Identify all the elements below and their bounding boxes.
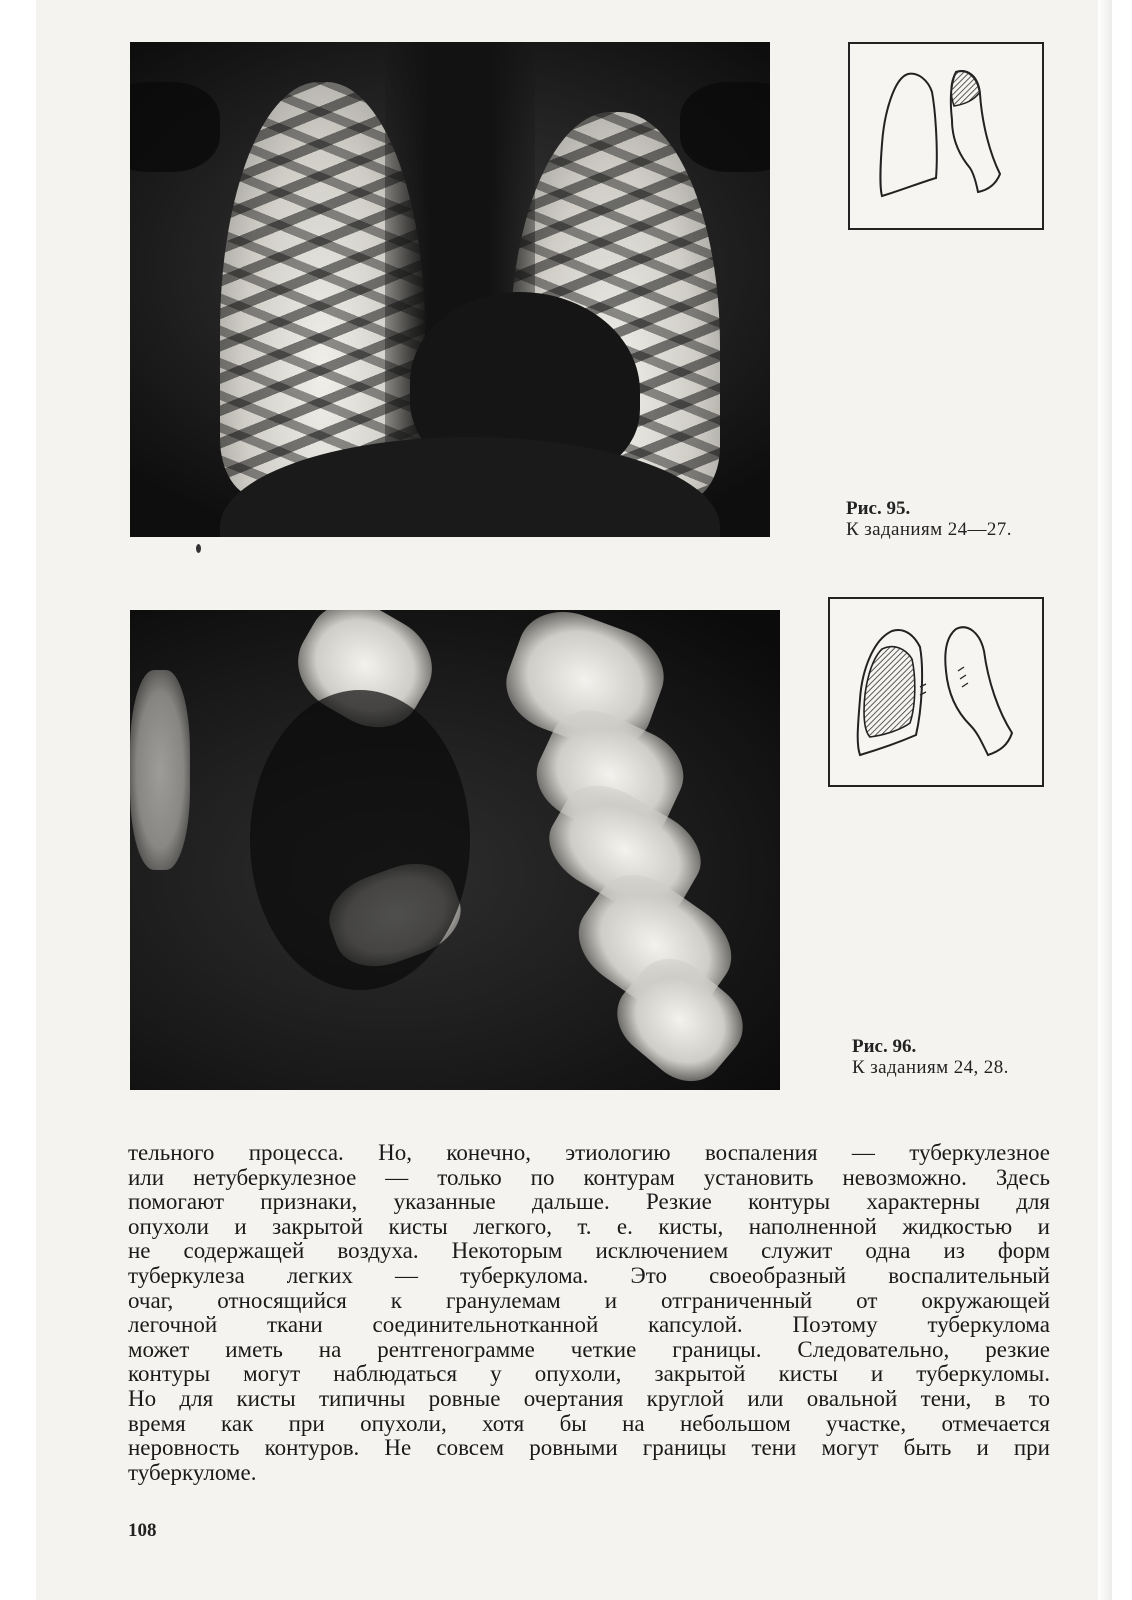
figure-96-label: Рис. 96. [852, 1036, 917, 1057]
text-line: легочной ткани соединительнотканной капсулой. Поэтому туберкулома [128, 1313, 1050, 1338]
page-number: 108 [128, 1520, 157, 1541]
text-line: не содержащей воздуха. Некоторым исключением служит одна из форм [128, 1239, 1050, 1264]
figure-96-schematic [828, 597, 1044, 787]
figure-95-schematic [848, 42, 1044, 230]
print-speck [196, 544, 201, 553]
figure-96-caption [852, 1036, 1009, 1078]
figure-95-radiograph [130, 42, 770, 537]
page-edge [1098, 0, 1112, 1600]
text-line: время как при опухоли, хотя бы на небольшом участке, отмечается [128, 1411, 1050, 1436]
figure-96-caption-text: К заданиям 24, 28. [852, 1057, 1009, 1078]
figure-95-caption-text: К заданиям 24—27. [846, 519, 1012, 540]
text-line: неровность контуров. Не совсем ровными границы тени могут быть и при [128, 1436, 1050, 1461]
text-line: опухоли и закрытой кисты легкого, т. е. кисты, наполненной жидкостью и [128, 1214, 1050, 1239]
text-line: или нетуберкулезное — только по контурам установить невозможно. Здесь [128, 1165, 1050, 1190]
figure-95-caption [846, 498, 1012, 540]
text-line: тельного процесса. Но, конечно, этиологию воспаления — туберкулезное [128, 1141, 1050, 1165]
text-line: может иметь на рентгенограмме четкие границы. Следовательно, резкие [128, 1337, 1050, 1362]
figure-96-radiograph [130, 610, 780, 1090]
text-line: очаг, относящийся к гранулемам и отграниченный от окружающей [128, 1288, 1050, 1313]
text-line: Но для кисты типичны ровные очертания круглой или овальной тени, в то [128, 1386, 1050, 1411]
text-line: туберкуломе. [128, 1460, 257, 1485]
body-paragraph [128, 1141, 1050, 1485]
text-line: помогают признаки, указанные дальше. Резкие контуры характерны для [128, 1190, 1050, 1215]
tumor-shadow [250, 690, 470, 990]
text-line: туберкулеза легких — туберкулома. Это своеобразный воспалительный [128, 1263, 1050, 1288]
text-line: контуры могут наблюдаться у опухоли, закрытой кисты и туберкуломы. [128, 1362, 1050, 1387]
figure-95-label: Рис. 95. [846, 498, 911, 519]
